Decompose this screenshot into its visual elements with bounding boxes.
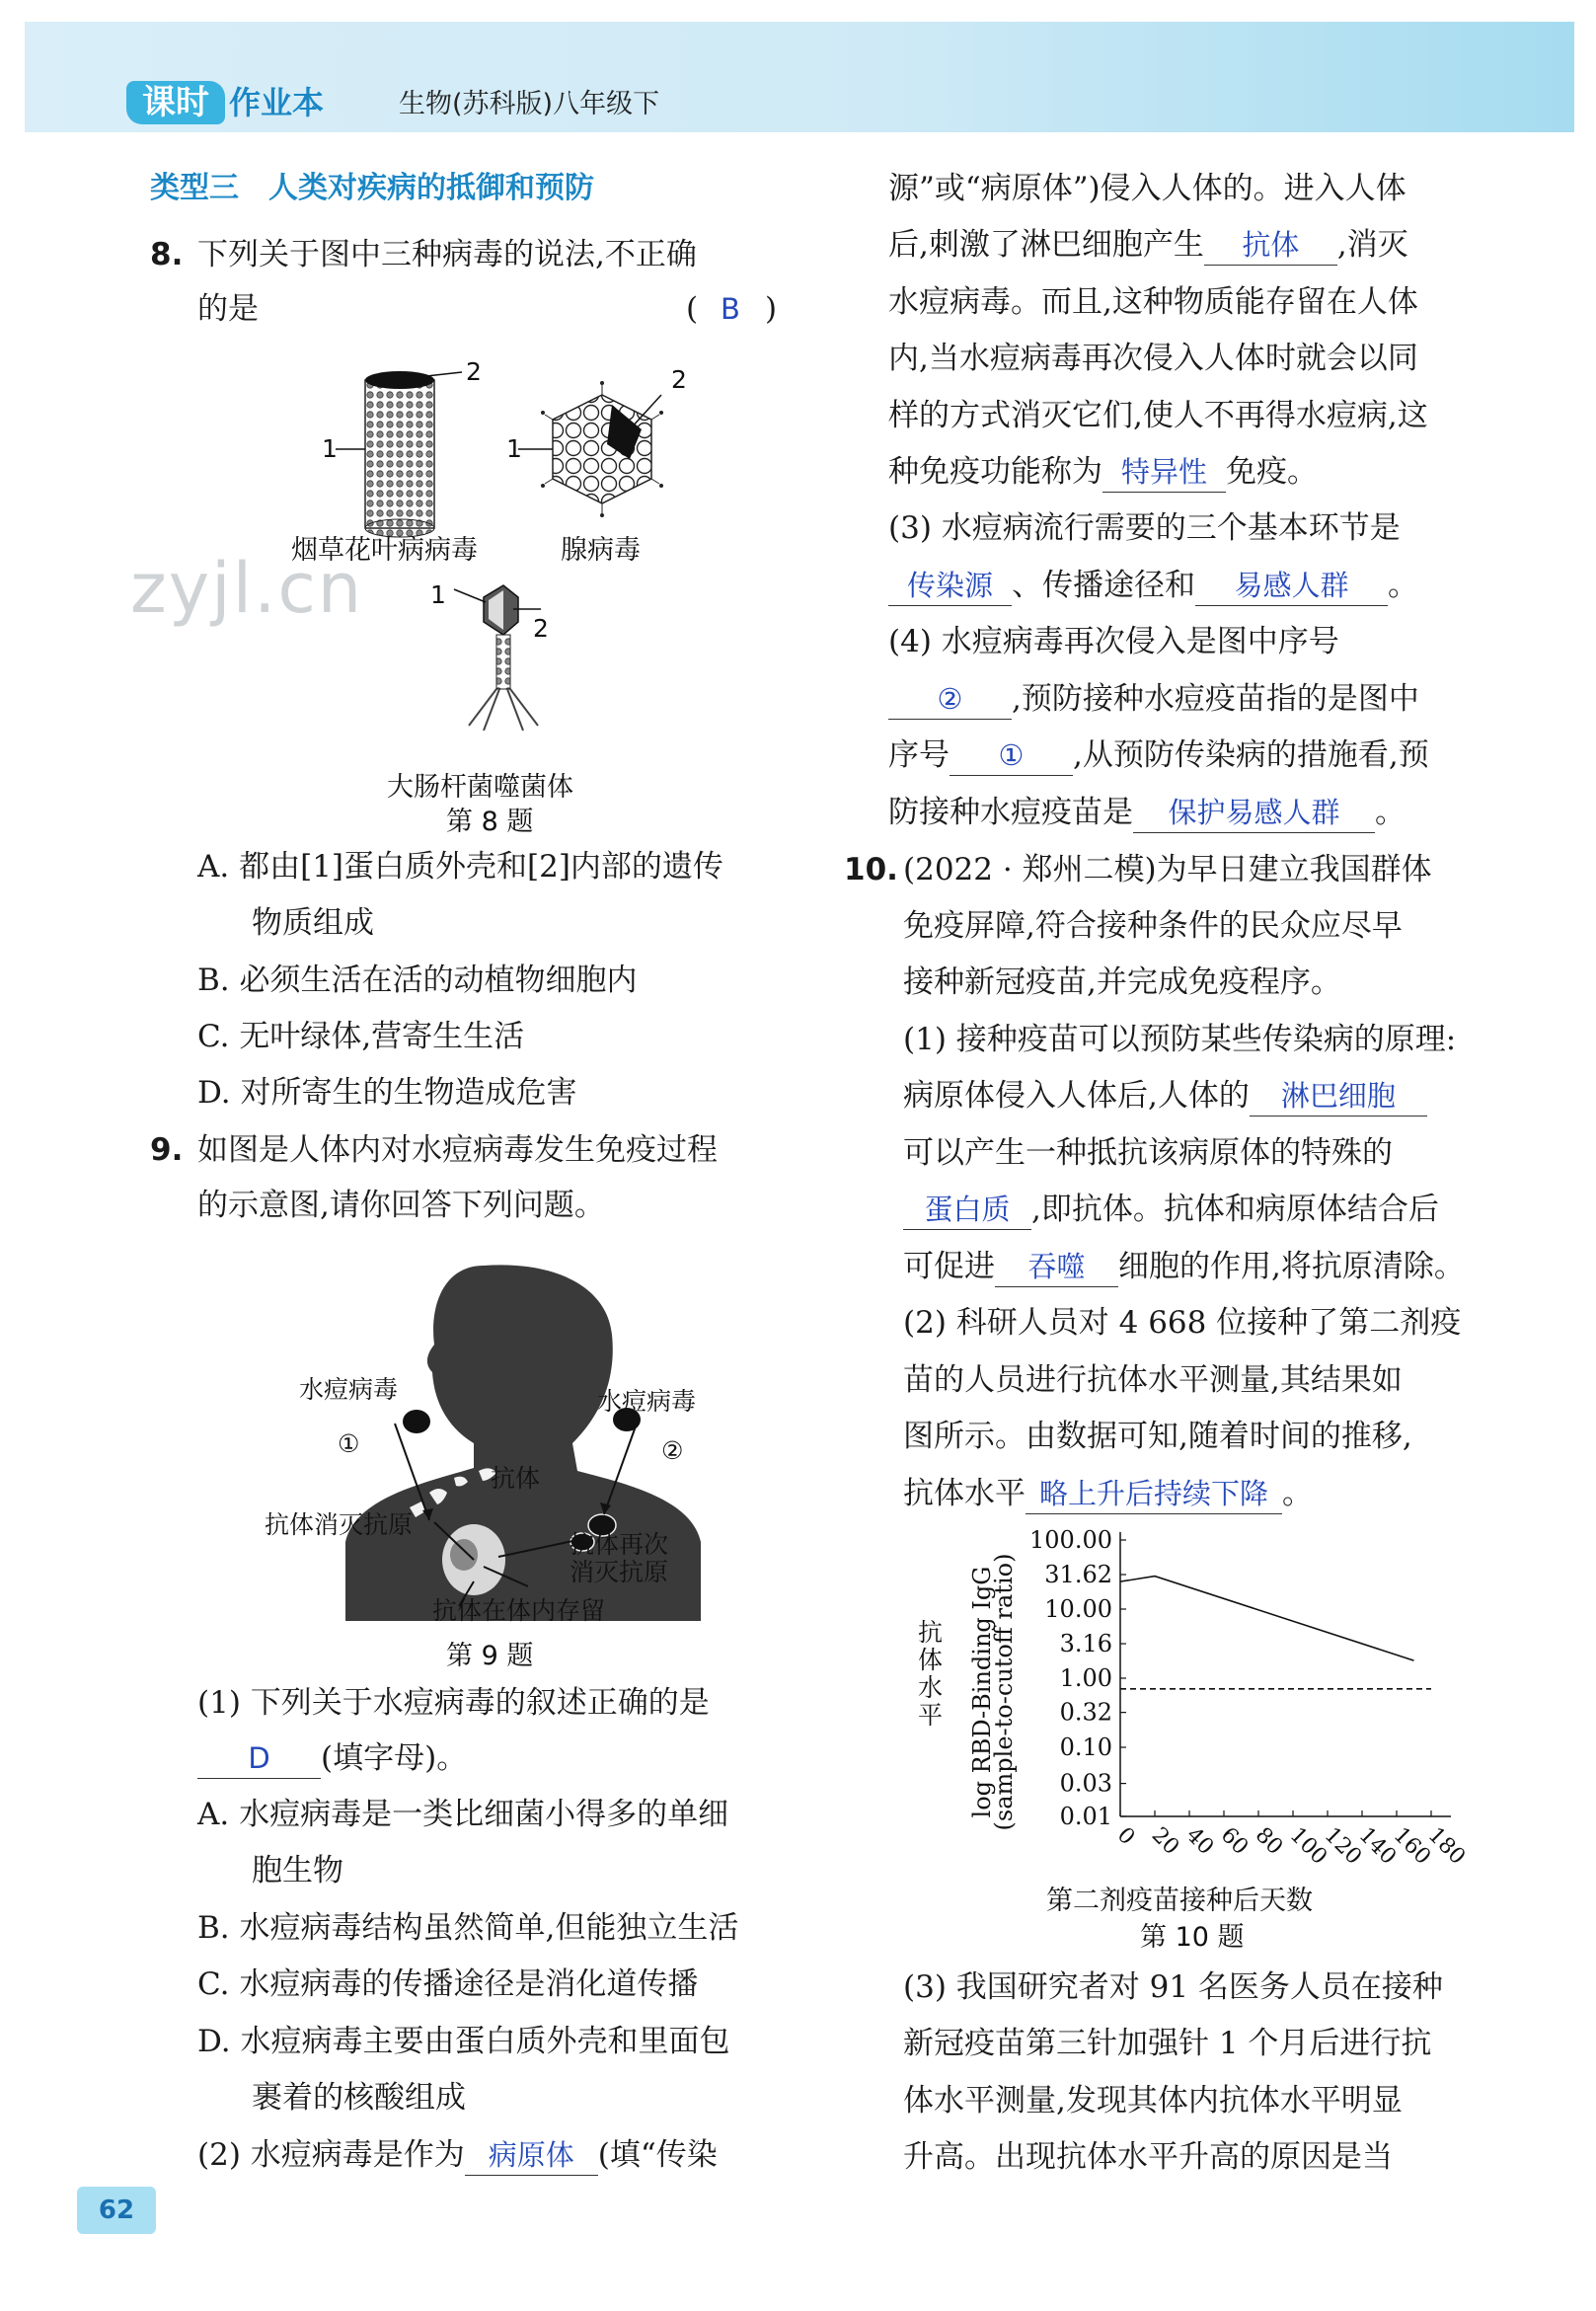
q10-p1-l5-post: 细胞的作用,将抗原清除。 (1118, 1249, 1465, 1284)
q9-p1-line1: (1) 下列关于水痘病毒的叙述正确的是 (197, 1685, 710, 1721)
q10-stem-line1: (2022 · 郑州二模)为早日建立我国群体 (903, 852, 1432, 887)
q10-p3-line2: 新冠疫苗第三针加强针 1 个月后进行抗 (903, 2026, 1432, 2061)
q9-stem-line2: 的示意图,请你回答下列问题。 (197, 1188, 605, 1223)
q10-answer-lymph: 淋巴细胞 (1250, 1076, 1427, 1117)
q10-p1-line1: (1) 接种疫苗可以预防某些传染病的原理: (903, 1022, 1457, 1057)
q10-p2-line4 (903, 1471, 1313, 1516)
q10-stem-line2: 免疫屏障,符合接种条件的民众应尽早 (903, 908, 1403, 944)
chart-x-tick-label: 180 (1422, 1822, 1471, 1870)
q9-answer-source: 传染源 (888, 566, 1012, 606)
q8-stem-line2: 的是 (197, 291, 259, 327)
q9-p4: (4) 水痘病毒再次侵入是图中序号 (888, 624, 1339, 659)
chart-y-tick-label: 100.00 (1029, 1526, 1112, 1554)
q10-stem-line3: 接种新冠疫苗,并完成免疫程序。 (903, 964, 1341, 1000)
fig8-label-2a: 2 (466, 357, 482, 386)
fig8-label-2c: 2 (533, 614, 549, 643)
q10-p1-line3: 可以产生一种抵抗该病原体的特殊的 (903, 1135, 1393, 1171)
q10-p2-pre: 抗体水平 (903, 1476, 1026, 1511)
q9-p1-answer: D (197, 1738, 321, 1779)
q10-p3-line4: 升高。出现抗体水平升高的原因是当 (903, 2139, 1393, 2175)
q9-p4-line3 (888, 732, 1429, 778)
fig9-circle-2: ② (661, 1436, 684, 1465)
q9-cont-line3: 水痘病毒。而且,这种物质能存留在人体 (888, 284, 1418, 320)
chart-ylabel-en2: (sample-to-cutoff ratio) (990, 1553, 1018, 1831)
fig9-antibody: 抗体 (491, 1464, 541, 1493)
q9-line2-suffix: ,消灭 (1336, 227, 1408, 263)
antibody-chart (1007, 1520, 1471, 1886)
fig8-label-1c: 1 (430, 580, 446, 609)
chart-ylabel-en1: log RBD-Binding IgG (968, 1566, 996, 1818)
q9-option-b: B. 水痘病毒结构虽然简单,但能独立生活 (197, 1910, 739, 1946)
q9-cont-line5: 样的方式消灭它们,使人不再得水痘病,这 (888, 398, 1428, 433)
q8-paren-left: ( (686, 291, 699, 327)
q9-p4-pre3: 防接种水痘疫苗是 (888, 795, 1133, 830)
fig9-kill-antigen: 抗体消灭抗原 (265, 1510, 414, 1539)
section-title: 类型三 人类对疾病的抵御和预防 (150, 171, 594, 205)
chart-x-tick-label: 20 (1146, 1822, 1184, 1861)
q9-p2-prefix: (2) 水痘病毒是作为 (197, 2137, 465, 2173)
q8-paren-right: ) (765, 291, 778, 327)
q9-p4-line2 (888, 676, 1419, 722)
q10-answer-trend: 略上升后持续下降 (1026, 1474, 1282, 1514)
q8-answer: B (721, 292, 740, 326)
q9-p3-mid: 、传播途径和 (1012, 568, 1195, 603)
q9-p4-pre2: 序号 (888, 737, 950, 773)
q10-p1-line5 (903, 1244, 1465, 1289)
chart-y-tick-label: 3.16 (1059, 1630, 1112, 1658)
chart-x-tick-label: 160 (1388, 1822, 1436, 1870)
q9-option-a: A. 水痘病毒是一类比细菌小得多的单细 (197, 1797, 729, 1832)
q10-p1-pre: 病原体侵入人体后,人体的 (903, 1078, 1250, 1114)
q9-line2-prefix: 后,刺激了淋巴细胞产生 (888, 227, 1204, 263)
q9-option-d: D. 水痘病毒主要由蛋白质外壳和里面包 (197, 2024, 730, 2059)
phage-label: 大肠杆菌噬菌体 (387, 772, 573, 803)
q10-p2-line2: 苗的人员进行抗体水平测量,其结果如 (903, 1362, 1403, 1398)
q9-p4-end: 。 (1375, 795, 1406, 830)
chart-y-tick-label: 1.00 (1059, 1664, 1112, 1692)
q10-number: 10. (844, 852, 898, 887)
q9-option-c: C. 水痘病毒的传播途径是消化道传播 (197, 1966, 699, 2002)
q9-p3-answers (888, 563, 1418, 608)
header-subtitle: 作业本 (229, 84, 325, 121)
fig8-label-2b: 2 (671, 365, 687, 394)
q8-option-b: B. 必须生活在活的动植物细胞内 (197, 963, 638, 998)
fig9-virus-left: 水痘病毒 (299, 1375, 399, 1404)
fig9-circle-1: ① (338, 1429, 360, 1458)
q9-answer-specific: 特异性 (1102, 452, 1226, 493)
q9-line6-prefix: 种免疫功能称为 (888, 454, 1102, 490)
chart-y-tick-label: 0.03 (1059, 1769, 1112, 1798)
q10-p1-line4 (903, 1187, 1439, 1232)
fig8-label-1a: 1 (322, 434, 338, 463)
chart-y-tick-label: 31.62 (1044, 1561, 1112, 1589)
q8-option-c: C. 无叶绿体,营寄生生活 (197, 1019, 525, 1054)
q9-p1-suffix: (填字母)。 (321, 1740, 468, 1776)
chart-y-tick-label: 0.10 (1059, 1733, 1112, 1761)
q10-answer-protein: 蛋白质 (903, 1190, 1031, 1230)
q9-stem-line1: 如图是人体内对水痘病毒发生免疫过程 (197, 1132, 718, 1168)
q9-p4-mid2: ,从预防传染病的措施看,预 (1073, 737, 1429, 773)
chart-x-tick-label: 100 (1284, 1822, 1332, 1870)
q8-figure-caption: 第 8 题 (446, 807, 534, 837)
q9-p2-line (197, 2132, 718, 2178)
fig8-label-1b: 1 (506, 434, 522, 463)
q10-p1-l5-pre: 可促进 (903, 1249, 995, 1284)
chart-y-tick-label: 0.32 (1059, 1698, 1112, 1727)
q10-p3-line1: (3) 我国研究者对 91 名医务人员在接种 (903, 1969, 1443, 2005)
chart-x-tick-label: 0 (1111, 1822, 1140, 1851)
q9-answer-1: ① (950, 735, 1073, 776)
tobacco-mosaic-virus-drawing (336, 371, 462, 537)
page-number: 62 (77, 2187, 156, 2234)
bacteriophage-drawing (454, 585, 541, 731)
q9-cont-line1: 源”或“病原体”)侵入人体的。进入人体 (888, 171, 1406, 206)
chart-x-tick-label: 60 (1215, 1822, 1254, 1861)
q9-answer-protect: 保护易感人群 (1133, 793, 1375, 833)
adenovirus-label: 腺病毒 (561, 535, 641, 566)
q9-p3: (3) 水痘病流行需要的三个基本环节是 (888, 510, 1401, 546)
q9-p3-end: 。 (1388, 568, 1418, 603)
q9-answer-2: ② (888, 679, 1012, 720)
watermark: zyjl.cn (130, 548, 364, 629)
q9-option-d-cont: 裹着的核酸组成 (252, 2080, 466, 2116)
fig9-virus-right: 水痘病毒 (597, 1387, 697, 1416)
fig9-again-2: 消灭抗原 (570, 1558, 669, 1586)
q10-p2-end: 。 (1282, 1476, 1313, 1511)
chart-x-tick-label: 40 (1180, 1822, 1219, 1861)
chart-x-tick-label: 140 (1353, 1822, 1402, 1870)
chart-xlabel: 第二剂疫苗接种后天数 (1046, 1886, 1313, 1916)
fig9-stay: 抗体在体内存留 (432, 1596, 606, 1625)
q9-cont-line2 (888, 222, 1408, 268)
chart-x-tick-label: 80 (1250, 1822, 1288, 1861)
q10-answer-phago: 吞噬 (995, 1247, 1118, 1287)
chart-ylabel-cn: 抗体水平 (918, 1618, 944, 1730)
q10-figure-caption: 第 10 题 (1140, 1922, 1245, 1953)
q8-number: 8. (150, 237, 184, 272)
q9-p4-mid: ,预防接种水痘疫苗指的是图中 (1012, 681, 1419, 717)
q9-p2-suffix: (填“传染 (597, 2137, 718, 2173)
q10-p2-line3: 图所示。由数据可知,随着时间的推移, (903, 1419, 1412, 1454)
logo: 课时 (126, 81, 225, 124)
q9-line6-suffix: 免疫。 (1226, 454, 1318, 490)
q8-option-d: D. 对所寄生的生物造成危害 (197, 1075, 577, 1111)
q9-answer-antibody: 抗体 (1204, 225, 1337, 266)
q8-stem-line1: 下列关于图中三种病毒的说法,不正确 (197, 237, 697, 272)
adenovirus-drawing (518, 381, 663, 517)
q9-number: 9. (150, 1132, 184, 1168)
tobacco-virus-label: 烟草花叶病病毒 (291, 535, 478, 566)
q9-p1-line2 (197, 1735, 467, 1781)
q8-option-a: A. 都由[1]蛋白质外壳和[2]内部的遗传 (197, 849, 723, 885)
q10-p1-line2 (903, 1073, 1427, 1118)
q9-p2-answer: 病原体 (465, 2135, 598, 2176)
q9-option-a-cont: 胞生物 (252, 1853, 343, 1888)
q9-answer-susceptible: 易感人群 (1195, 566, 1388, 606)
q10-p3-line3: 体水平测量,发现其体内抗体水平明显 (903, 2083, 1403, 2118)
q8-option-a-cont: 物质组成 (252, 905, 374, 941)
book-title: 生物(苏科版)八年级下 (399, 89, 660, 119)
q10-p1-post: ,即抗体。抗体和病原体结合后 (1031, 1192, 1439, 1227)
chart-antibody-line (1120, 1577, 1414, 1661)
chart-y-tick-label: 10.00 (1044, 1595, 1112, 1623)
chart-x-tick-label: 120 (1319, 1822, 1367, 1870)
fig9-again-1: 抗体再次 (570, 1530, 669, 1559)
q9-cont-line4: 内,当水痘病毒再次侵入人体时就会以同 (888, 341, 1418, 376)
q9-p4-line4 (888, 790, 1406, 835)
chart-y-tick-label: 0.01 (1059, 1803, 1112, 1830)
q9-cont-line6 (888, 449, 1318, 495)
q10-p2-line1: (2) 科研人员对 4 668 位接种了第二剂疫 (903, 1305, 1462, 1341)
q9-figure-caption: 第 9 题 (446, 1641, 534, 1671)
